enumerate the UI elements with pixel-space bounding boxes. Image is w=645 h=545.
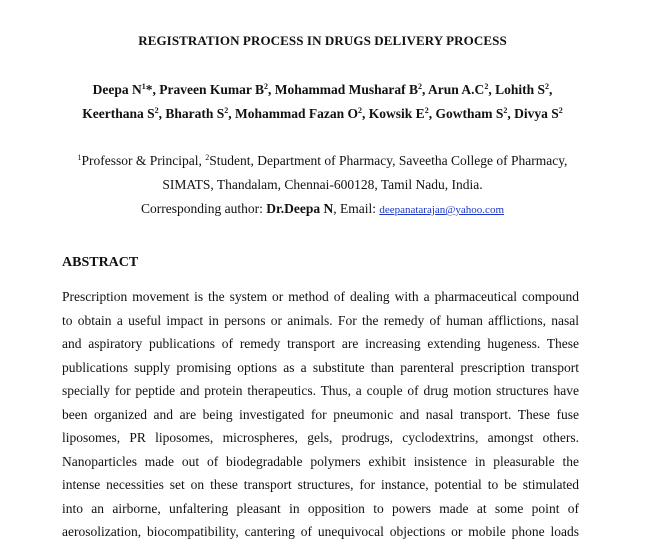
author-affil-sup: 2 — [358, 106, 363, 115]
abstract-line: Prescription movement is the system or method of dealing with a pharmaceutical compound — [62, 289, 579, 304]
abstract-heading: ABSTRACT — [62, 255, 139, 270]
author-sep: , — [507, 106, 515, 121]
abstract-line: intense necessities set on these transport structures, for instance, potential to be stimulated — [62, 477, 579, 492]
author-name: Bharath S — [165, 106, 225, 121]
author-sep: , — [228, 106, 236, 121]
abstract-line: been organized and are being investigated for pneumonic and nasal transport. These fuse — [62, 406, 579, 422]
author-name: Arun A.C — [428, 82, 485, 97]
affiliation-line-2: SIMATS, Thandalam, Chennai-600128, Tamil Nadu, India. — [162, 177, 483, 192]
affil-sup: 2 — [205, 153, 210, 162]
author-name: Praveen Kumar B — [159, 82, 265, 97]
corresponding-label: Corresponding author: — [140, 201, 267, 216]
abstract-line: liposomes, PR liposomes, microspheres, gels, prodrugs, cyclodextrins, amongst others. — [62, 430, 579, 445]
affiliation-block — [20, 149, 625, 222]
author-affil-sup: 2 — [558, 106, 563, 115]
author-affil-sup: 1 — [141, 82, 146, 91]
author-affil-sup: 2 — [154, 106, 159, 115]
email-link[interactable]: deepanatarajan@yahoo.com — [379, 204, 504, 216]
abstract-line: into an airborne, unfaltering pleasant in opposition to powers made at some point of — [62, 500, 579, 516]
author-name: Kowsik E — [368, 106, 425, 121]
author-name: Mohammad Musharaf B — [274, 82, 419, 97]
author-sep: *, — [145, 82, 160, 97]
abstract-line: and aspiratory publications of remedy transport are increasing extending hugeness. These — [62, 336, 579, 351]
author-sep: , — [488, 82, 496, 97]
author-name: Mohammad Fazan O — [235, 106, 359, 121]
author-sep: , — [422, 82, 429, 97]
author-name: Gowtham S — [435, 106, 504, 121]
author-list — [30, 78, 615, 126]
paper-title: REGISTRATION PROCESS IN DRUGS DELIVERY PROCESS — [138, 33, 507, 48]
author-name: Lohith S — [495, 82, 545, 97]
abstract-line: aerosolization, biocompatibility, cantering of unequivocal objections or mobile phone loads — [62, 524, 579, 539]
abstract-body — [62, 285, 579, 544]
corresponding-name: Dr.Deepa N — [266, 201, 334, 216]
abstract-line: publications supply promising options as a substitute than parenteral prescription transport — [62, 359, 579, 375]
author-affil-sup: 2 — [224, 106, 229, 115]
author-line-2 — [30, 102, 615, 126]
author-name: Divya S — [514, 106, 559, 121]
author-affil-sup: 2 — [418, 82, 423, 91]
affiliation-line-1 — [20, 149, 625, 173]
author-affil-sup: 2 — [544, 82, 549, 91]
author-line-1 — [30, 78, 615, 102]
corresponding-author-line — [20, 197, 625, 222]
author-name: Deepa N — [92, 82, 142, 97]
abstract-line: Nanoparticles made out of biodegradable polymers exhibit insistence in pleasurable the — [62, 453, 579, 469]
author-sep: , — [428, 106, 436, 121]
author-affil-sup: 2 — [264, 82, 269, 91]
author-affil-sup: 2 — [424, 106, 429, 115]
email-label: , Email: — [333, 201, 380, 216]
abstract-line: to obtain a useful impact in persons or animals. For the remedy of human afflictions, nasal — [62, 312, 579, 328]
author-sep: , — [548, 82, 553, 97]
author-affil-sup: 2 — [484, 82, 489, 91]
author-sep: , — [158, 106, 166, 121]
author-sep: , — [362, 106, 369, 121]
abstract-line: specially for peptide and protein therapeutics. Thus, a couple of drug motion structures have — [62, 383, 579, 398]
affil-sup: 1 — [77, 153, 82, 162]
affil-role: Student, Department of Pharmacy, Saveetha College of Pharmacy, — [209, 153, 568, 168]
author-affil-sup: 2 — [503, 106, 508, 115]
affil-role: Professor & Principal, — [81, 153, 206, 168]
author-sep: , — [268, 82, 275, 97]
author-name: Keerthana S — [82, 106, 155, 121]
